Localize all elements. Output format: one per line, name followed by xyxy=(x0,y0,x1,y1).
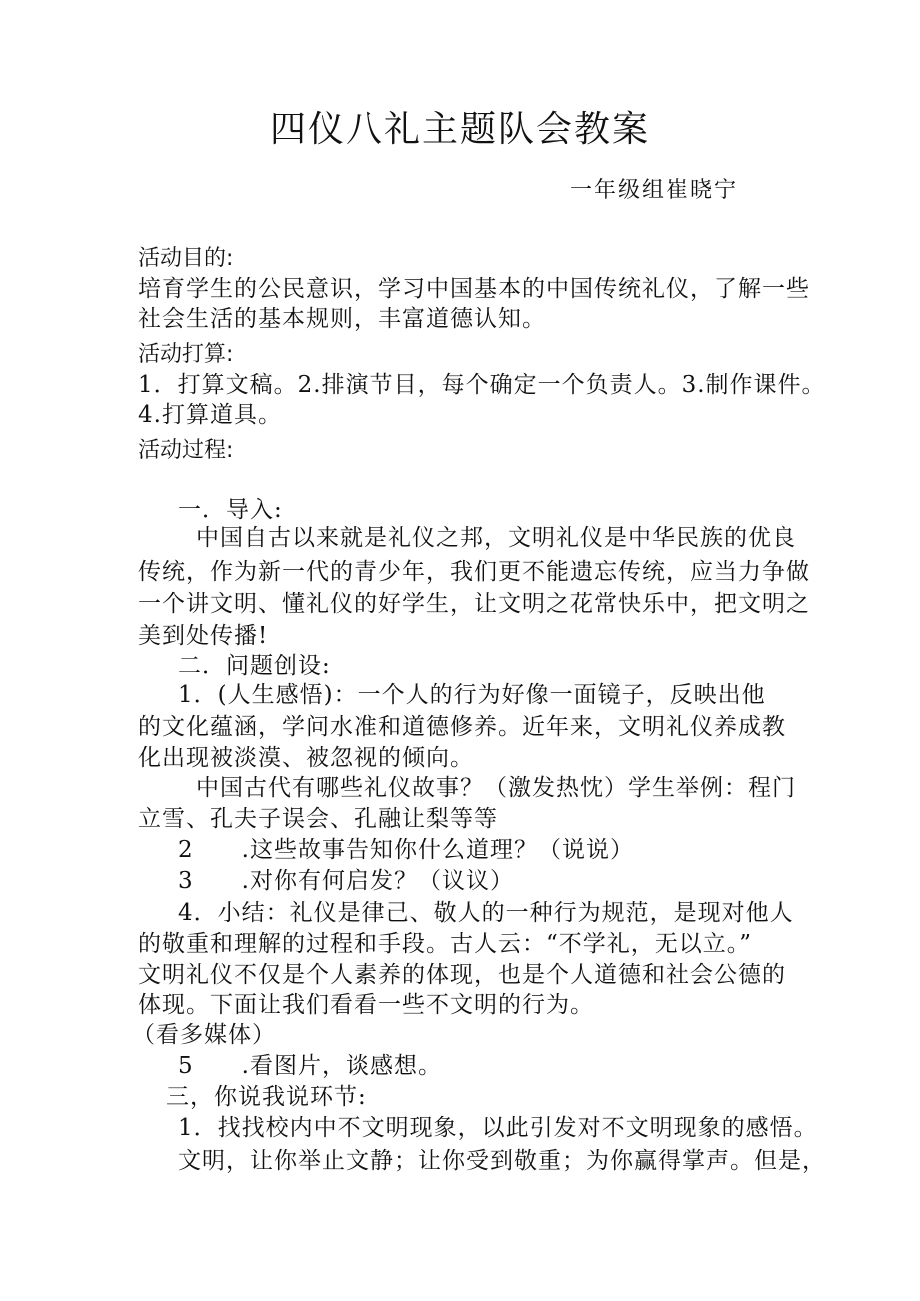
body-line: （看多媒体） xyxy=(132,1022,276,1048)
body-line: 中国古代有哪些礼仪故事？（激发热忱）学生举例：程门 xyxy=(196,775,796,801)
body-line: 立雪、孔夫子误会、孔融让梨等等 xyxy=(138,806,498,832)
body-line: 的敬重和理解的过程和手段。古人云：“不学礼，无以立。” xyxy=(138,931,753,957)
purpose-line: 培育学生的公民意识，学习中国基本的中国传统礼仪，了解一些 xyxy=(138,276,810,302)
body-line: 传统，作为新一代的青少年，我们更不能遗忘传统，应当力争做 xyxy=(138,559,810,585)
body-line: 4．小结：礼仪是律己、敬人的一种行为规范，是现对他人 xyxy=(178,900,794,926)
body-line: 2 .这些故事告知你什么道理？（说说） xyxy=(178,837,634,863)
body-line: 体现。下面让我们看看一些不文明的行为。 xyxy=(138,992,594,1018)
body-line: 的文化蕴涵，学问水准和道德修养。近年来，文明礼仪养成教 xyxy=(138,714,786,740)
section-heading: 三，你说我说环节: xyxy=(166,1084,367,1110)
body-line: 化出现被淡漠、被忽视的倾向。 xyxy=(138,745,474,771)
body-line: 美到处传播! xyxy=(138,623,269,649)
purpose-line: 社会生活的基本规则，丰富道德认知。 xyxy=(138,306,546,332)
author-line: 一年级组崔晓宁 xyxy=(570,178,739,203)
purpose-heading: 活动目的: xyxy=(138,246,234,271)
body-line: 1．(人生感悟)：一个人的行为好像一面镜子，反映出他 xyxy=(178,682,766,708)
body-line: 文明，让你举止文静；让你受到敬重；为你赢得掌声。但是， xyxy=(178,1148,826,1174)
process-heading: 活动过程: xyxy=(138,438,234,463)
body-line: 3 .对你有何启发？（议议） xyxy=(178,868,514,894)
document-title: 四仪八礼主题队会教案 xyxy=(269,109,650,150)
body-line: 5 .看图片，谈感想。 xyxy=(178,1053,442,1079)
body-line: 中国自古以来就是礼仪之邦，文明礼仪是中华民族的优良 xyxy=(196,525,796,551)
section-heading: 一．导入: xyxy=(178,497,283,523)
plan-line: 4.打算道具。 xyxy=(138,402,282,428)
body-line: 文明礼仪不仅是个人素养的体现，也是个人道德和社会公德的 xyxy=(138,962,786,988)
plan-heading: 活动打算: xyxy=(138,342,234,367)
section-heading: 二．问题创设: xyxy=(178,653,331,679)
body-line: 1．找找校内中不文明现象，以此引发对不文明现象的感悟。 xyxy=(178,1115,818,1141)
plan-line: 1．打算文稿。2.排演节目，每个确定一个负责人。3.制作课件。 xyxy=(138,372,826,398)
body-line: 一个讲文明、懂礼仪的好学生，让文明之花常快乐中，把文明之 xyxy=(138,591,810,617)
